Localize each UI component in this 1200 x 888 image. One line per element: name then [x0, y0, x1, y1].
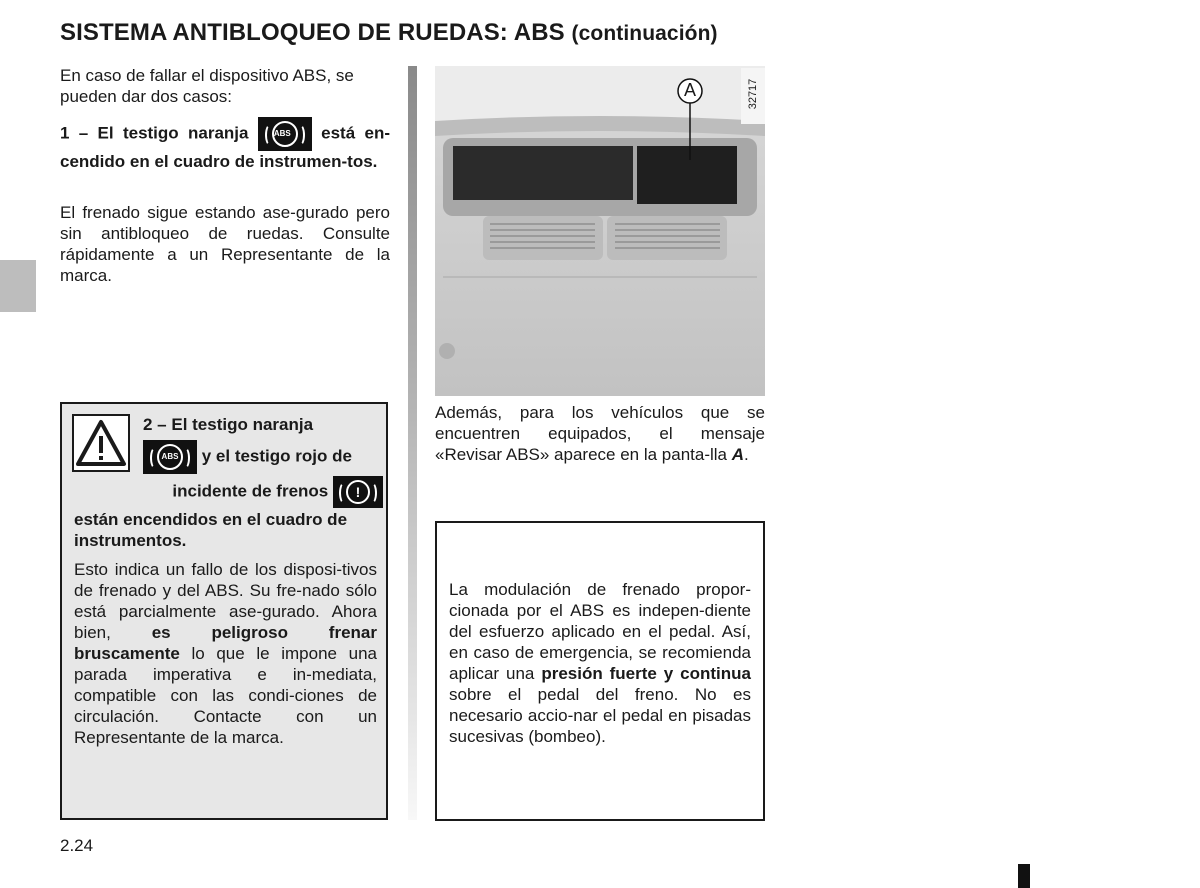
warning-heading-c-wrap: [143, 476, 383, 508]
page-title: [60, 18, 820, 49]
brake-warning-light-icon: !: [333, 476, 383, 508]
case1-heading-a: 1 – El testigo naranja: [60, 123, 249, 143]
corner-mark: [1018, 864, 1030, 888]
warning-heading-a-wrap: [143, 414, 377, 435]
warning-heading-b: y el testigo rojo de: [201, 446, 352, 466]
case1-heading: [60, 117, 390, 172]
column-divider: [408, 66, 417, 820]
caption-ref-a: A: [731, 445, 745, 464]
figure-caption: Además, para los vehículos que se encuentren equipados, el mensaje «Revisar ABS» aparece en la panta-lla A.: [435, 403, 765, 464]
warning-heading-c: incidente de frenos: [172, 481, 329, 501]
case1-heading-b: está en-cendido en el cuadro de instrumen-tos.: [60, 123, 390, 171]
chapter-tab: [0, 260, 36, 312]
abs-warning-light-icon: ABS: [143, 440, 197, 474]
abs-warning-light-icon: ABS: [258, 117, 312, 151]
warning-heading-d: están encendidos en el cuadro de instrumentos.: [74, 510, 348, 550]
title-main: SISTEMA ANTIBLOQUEO DE RUEDAS: ABS: [60, 19, 565, 46]
title-continuation: (continuación): [571, 22, 718, 45]
page-number: 2.24: [60, 836, 94, 855]
warning-heading-b-wrap: [143, 440, 383, 474]
warning-heading-a: 2 – El testigo naranja: [143, 415, 314, 434]
warning-body: Esto indica un fallo de los disposi-tivos de frenado y del ABS. Su fre-nado sólo está parcialmente ase-gurado. Ahora bien, es peligroso frenar bruscamente lo que le impone una parada imperativa e in-mediata, compatible con las condi-ciones de circulación. Contacte con un Representante de la marca.: [74, 560, 377, 747]
warning-triangle-icon: [72, 414, 130, 472]
figure-callout-a: A: [683, 80, 696, 100]
case1-text: El frenado sigue estando ase-gurado pero sin antibloqueo de ruedas. Consulte rápidamente a un Representante de la marca.: [60, 203, 390, 285]
note-box: [435, 521, 765, 821]
warning-heading-d-wrap: [74, 509, 377, 551]
intro-paragraph: En caso de fallar el dispositivo ABS, se pueden dar dos casos:: [60, 66, 354, 106]
figure-ref-number: 32717: [747, 78, 759, 110]
note-body: La modulación de frenado propor-cionada por el ABS es indepen-diente del esfuerzo aplicado en el pedal. Así, en caso de emergencia, se recomienda aplicar una presión fuerte y continua sobre el pedal del freno. No es necesario accio-nar el pedal en pisadas sucesivas (bombeo).: [449, 580, 751, 746]
warning-box: [60, 402, 388, 820]
dashboard-photo: [435, 66, 765, 396]
